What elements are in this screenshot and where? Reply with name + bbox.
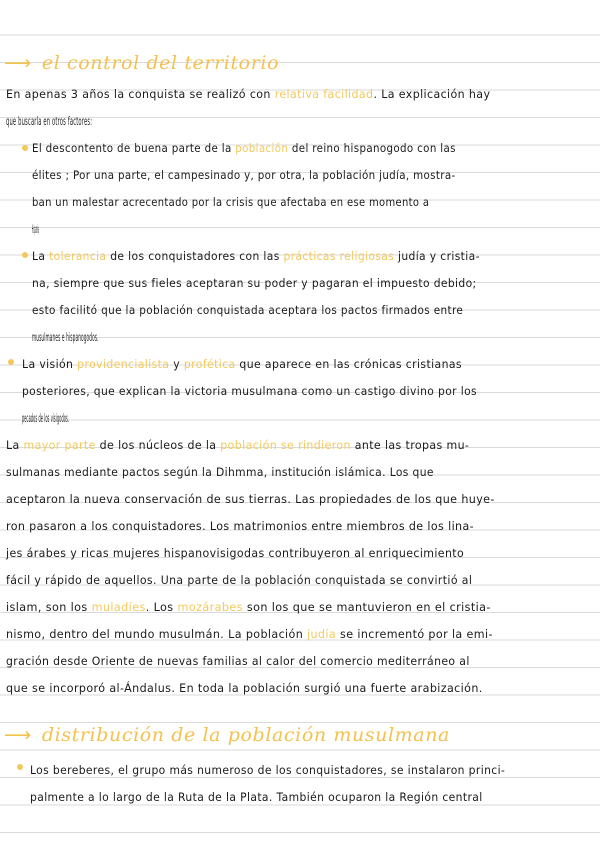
text-fragment: judía y cristia- — [394, 249, 480, 263]
text-line — [32, 221, 112, 237]
text-fragment: sulmanas mediante pactos según la Dihmma, institución islámica. Los que — [6, 465, 434, 479]
highlighted-term: población se rindieron — [220, 438, 351, 452]
text-line — [6, 599, 591, 615]
text-fragment: de los núcleos de la — [95, 438, 221, 452]
highlighted-term: judía — [307, 627, 337, 641]
text-line — [6, 86, 582, 102]
text-fragment: pecados de los visigodos. — [22, 411, 70, 425]
text-fragment: palmente a lo largo de la Ruta de la Plata. También ocuparon la Región central — [30, 790, 483, 804]
text-fragment: nismo, dentro del mundo musulmán. La población — [6, 627, 308, 641]
text-fragment: élites ; Por una parte, el campesinado y, por otra, la población judía, mostra- — [32, 168, 456, 182]
text-fragment: ron pasaron a los conquistadores. Los matrimonios entre miembros de los lina- — [6, 519, 475, 533]
text-line — [22, 410, 202, 426]
arrow-icon: ⟶ — [4, 724, 32, 746]
text-fragment: jes árabes y ricas mujeres hispanovisigodas contribuyeron al enriquecimiento — [6, 546, 465, 560]
highlighted-term: población — [235, 141, 289, 155]
text-line — [32, 302, 577, 318]
text-fragment: na, siempre que sus fieles aceptaran su poder y pagaran el impuesto debido; — [32, 276, 477, 290]
text-line — [6, 437, 580, 453]
text-line — [32, 140, 568, 156]
text-fragment: se incrementó por la emi- — [336, 627, 493, 641]
text-line — [6, 680, 586, 696]
text-fragment: esto facilitó que la población conquistada aceptara los pactos firmados entre — [32, 303, 464, 317]
text-line — [6, 545, 580, 561]
highlighted-term: providencialista — [77, 357, 170, 371]
text-line — [22, 356, 590, 372]
text-fragment: . Los — [145, 600, 178, 614]
text-fragment: musulmanes e hispanogodos. — [32, 330, 99, 344]
heading-control-territorio: ⟶ el control del territorio — [4, 52, 280, 74]
highlighted-term: muladíes — [91, 600, 146, 614]
highlighted-term: prácticas religiosas — [283, 249, 395, 263]
text-line — [6, 113, 276, 129]
bullet-icon — [22, 252, 28, 258]
text-line — [6, 491, 586, 507]
text-fragment: que se incorporó al-Ándalus. En toda la población surgió una fuerte arabización. — [6, 681, 483, 695]
text-fragment: ban un malestar acrecentado por la crisis que afectaba en ese momento a — [32, 195, 430, 209]
text-fragment: y — [169, 357, 184, 371]
text-line — [32, 167, 568, 183]
text-line — [6, 518, 584, 534]
text-fragment: de los conquistadores con las — [106, 249, 284, 263]
text-fragment: En apenas 3 años la conquista se realizó con — [6, 87, 275, 101]
text-fragment: fácil y rápido de aquellos. Una parte de la población conquistada se convirtió al — [6, 573, 473, 587]
text-fragment: La — [32, 249, 50, 263]
text-fragment: son los que se mantuvieron en el cristia- — [242, 600, 491, 614]
text-fragment: El descontento de buena parte de la — [32, 141, 236, 155]
highlighted-term: mozárabes — [177, 600, 243, 614]
text-line — [32, 275, 592, 291]
text-fragment: aceptaron la nueva conservación de sus tierras. Las propiedades de los que huye- — [6, 492, 495, 506]
text-fragment: La visión — [22, 357, 78, 371]
bullet-icon — [17, 764, 23, 770]
highlighted-term: mayor parte — [23, 438, 96, 452]
bullet-icon — [8, 359, 14, 365]
text-line — [30, 789, 592, 805]
text-line — [32, 248, 592, 264]
text-fragment: posteriores, que explican la victoria musulmana como un castigo divino por los — [22, 384, 477, 398]
text-fragment: gración desde Oriente de nuevas familias al calor del comercio mediterráneo al — [6, 654, 470, 668]
heading-distribucion-poblacion: ⟶ distribución de la población musulmana — [4, 724, 450, 746]
text-fragment: que buscarla en otros factores: — [6, 114, 93, 128]
text-line — [30, 762, 592, 778]
text-line — [32, 329, 252, 345]
text-fragment: Los bereberes, el grupo más numeroso de los conquistadores, se instalaron princi- — [30, 763, 506, 777]
text-line — [6, 572, 576, 588]
text-fragment: islam, son los — [6, 600, 92, 614]
highlighted-term: tolerancia — [49, 249, 107, 263]
text-fragment: La — [6, 438, 24, 452]
text-fragment: Hispania — [32, 222, 40, 236]
text-line — [6, 464, 566, 480]
arrow-icon: ⟶ — [4, 52, 32, 74]
text-fragment: . La explicación hay — [373, 87, 491, 101]
text-line — [6, 653, 574, 669]
bullet-icon — [22, 145, 28, 151]
highlighted-term: profética — [183, 357, 236, 371]
highlighted-term: relativa facilidad — [274, 87, 374, 101]
text-fragment: ante las tropas mu- — [350, 438, 470, 452]
text-line — [32, 194, 552, 210]
text-fragment: que aparece en las crónicas cristianas — [235, 357, 462, 371]
text-line — [22, 383, 582, 399]
text-line — [6, 626, 586, 642]
text-fragment: del reino hispanogodo con las — [288, 141, 456, 155]
